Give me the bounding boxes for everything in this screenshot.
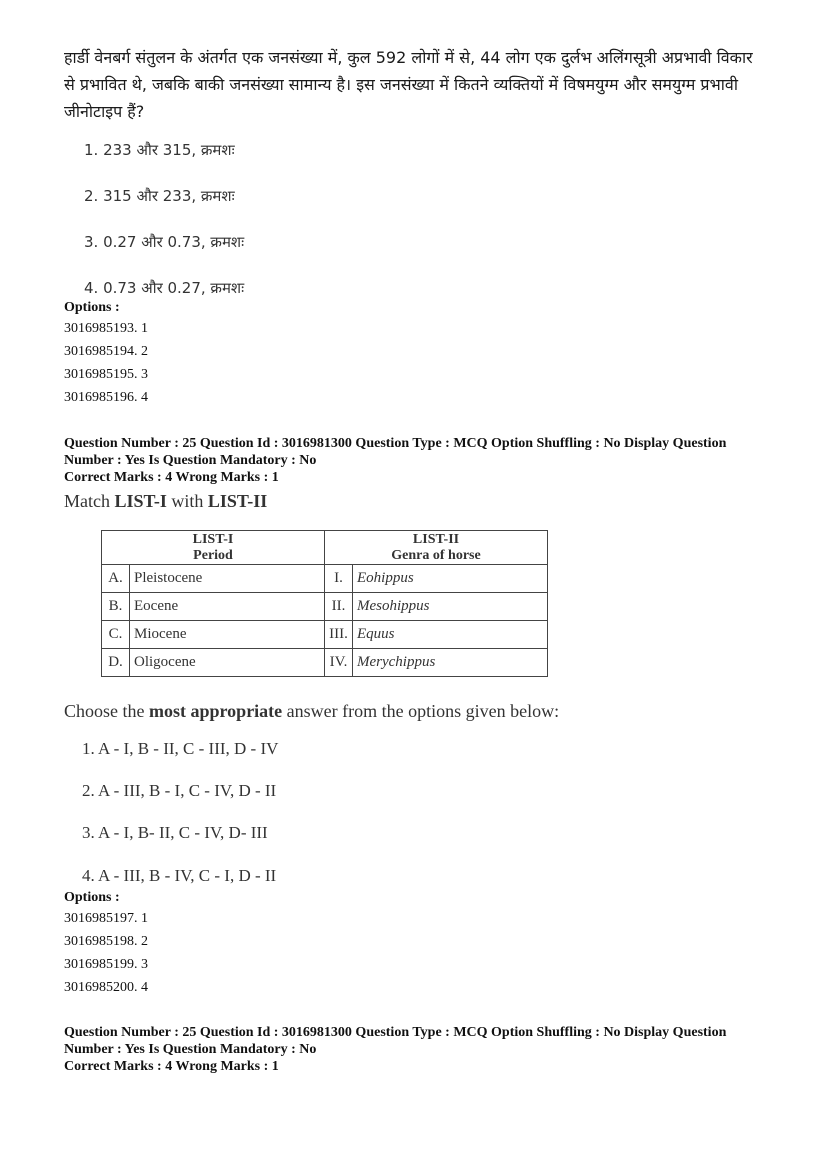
option-id: 3016985200. 4 — [64, 980, 148, 995]
list2-header — [325, 531, 548, 565]
option-id: 3016985194. 2 — [64, 344, 148, 359]
list2-header-subtitle: Genra of horse — [391, 547, 481, 563]
question-meta-line-2: Number : Yes Is Question Mandatory : No — [64, 453, 317, 468]
list2-key: III. — [325, 621, 353, 649]
choose-prefix: Choose the — [64, 701, 149, 721]
answer-choice-3: 3. 0.27 और 0.73, क्रमशः — [84, 233, 245, 251]
question-meta-line-1: Question Number : 25 Question Id : 3016981300 Question Type : MCQ Option Shuffling : No Display Question — [64, 1025, 727, 1040]
list1-header — [102, 531, 325, 565]
list1-value: Eocene — [130, 593, 325, 621]
question-meta — [64, 1024, 764, 1075]
option-id: 3016985197. 1 — [64, 911, 148, 926]
list1-value: Pleistocene — [130, 565, 325, 593]
option-id: 3016985195. 3 — [64, 367, 148, 382]
option-id: 3016985193. 1 — [64, 321, 148, 336]
options-label: Options : — [64, 300, 120, 315]
list1-key: A. — [102, 565, 130, 593]
list2-value: Mesohippus — [353, 593, 548, 621]
instruction-text — [64, 701, 559, 722]
answer-choice-4: 4. 0.73 और 0.27, क्रमशः — [84, 279, 245, 297]
answer-choice-4: 4. A - III, B - IV, C - I, D - II — [82, 866, 277, 885]
list2-value: Merychippus — [353, 649, 548, 677]
options-label: Options : — [64, 890, 120, 905]
answer-choice-2: 2. 315 और 233, क्रमशः — [84, 187, 235, 205]
table-header-row — [102, 531, 548, 565]
question-meta-line-2: Number : Yes Is Question Mandatory : No — [64, 1042, 317, 1057]
option-id: 3016985198. 2 — [64, 934, 148, 949]
question-meta — [64, 435, 764, 486]
list1-value: Miocene — [130, 621, 325, 649]
option-id: 3016985196. 4 — [64, 390, 148, 405]
list1-header-title: LIST-I — [192, 531, 234, 547]
answer-choice-2: 2. A - III, B - I, C - IV, D - II — [82, 781, 277, 800]
list1-key: B. — [102, 593, 130, 621]
table-row — [102, 649, 548, 677]
table-row — [102, 621, 548, 649]
answer-choice-1: 1. A - I, B - II, C - III, D - IV — [82, 739, 279, 758]
choose-bold: most appropriate — [149, 701, 283, 721]
list2-key: II. — [325, 593, 353, 621]
question-meta-line-1: Question Number : 25 Question Id : 3016981300 Question Type : MCQ Option Shuffling : No Display Question — [64, 436, 727, 451]
choose-suffix: answer from the options given below: — [282, 701, 560, 721]
list1-header-subtitle: Period — [193, 547, 233, 563]
list1-key: D. — [102, 649, 130, 677]
list2-value: Eohippus — [353, 565, 548, 593]
list1-value: Oligocene — [130, 649, 325, 677]
list1-key: C. — [102, 621, 130, 649]
question-text-hindi: हार्डी वेनबर्ग संतुलन के अंतर्गत एक जनसंख्या में, कुल 592 लोगों में से, 44 लोग एक दुर्लभ अलिंगसूत्री अप्रभावी विकार से प्रभावित थे, जबकि बाकी जनसंख्या सामान्य है। इस जनसंख्या में कितने व्यक्तियों में विषमयुग्म और समयुग्म प्रभावी जीनोटाइप हैं? — [64, 48, 753, 121]
marks-info: Correct Marks : 4 Wrong Marks : 1 — [64, 470, 279, 485]
list2-value: Equus — [353, 621, 548, 649]
heading-list2: LIST-II — [207, 491, 268, 511]
answer-choice-1: 1. 233 और 315, क्रमशः — [84, 141, 235, 159]
option-id: 3016985199. 3 — [64, 957, 148, 972]
list2-header-title: LIST-II — [412, 531, 460, 547]
answer-choice-3: 3. A - I, B- II, C - IV, D- III — [82, 823, 268, 842]
list2-key: IV. — [325, 649, 353, 677]
table-row — [102, 565, 548, 593]
heading-prefix: Match — [64, 491, 115, 511]
heading-with: with — [166, 491, 208, 511]
marks-info: Correct Marks : 4 Wrong Marks : 1 — [64, 1059, 279, 1074]
table-row — [102, 593, 548, 621]
heading-list1: LIST-I — [114, 491, 167, 511]
match-table — [101, 530, 548, 677]
list2-key: I. — [325, 565, 353, 593]
match-heading — [64, 491, 267, 512]
